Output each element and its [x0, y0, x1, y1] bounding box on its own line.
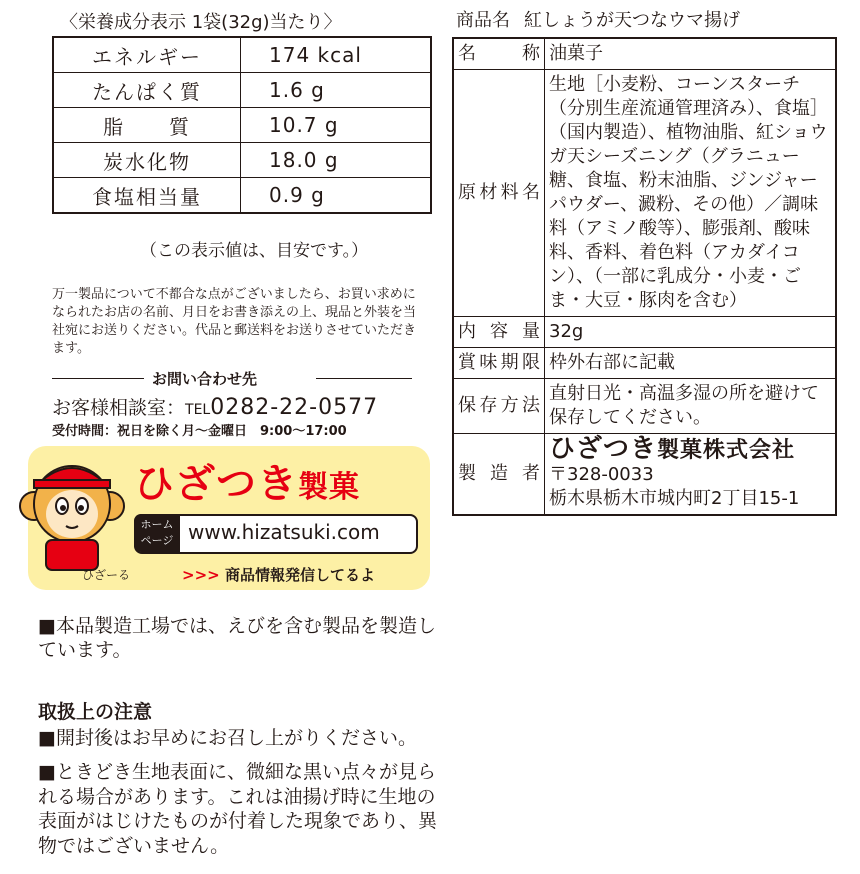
- info-key: 賞味期限: [453, 348, 545, 379]
- maker-logo-sub: 製菓株式会社: [657, 438, 796, 463]
- nutrient-label: 炭水化物: [53, 143, 241, 178]
- info-key: 保存方法: [453, 379, 545, 434]
- info-value: 枠外右部に記載: [545, 348, 837, 379]
- table-row: [453, 38, 836, 70]
- tel-number[interactable]: 0282-22-0577: [210, 395, 379, 420]
- handling-title: 取扱上の注意: [38, 701, 153, 723]
- info-key: 内容量: [453, 317, 545, 348]
- product-info-table: [452, 37, 837, 516]
- homepage-label: ホーム ページ: [134, 514, 180, 552]
- table-row: [53, 143, 431, 178]
- info-key: 原材料名: [453, 70, 545, 317]
- table-row: [53, 178, 431, 214]
- info-value: 油菓子: [545, 38, 837, 70]
- maker-address: 栃木県栃木市城内町2丁目15-1: [549, 488, 800, 509]
- product-name-value: 紅しょうが天つなウマ揚げ: [524, 10, 740, 31]
- nutrition-table: [52, 36, 432, 214]
- nutrition-header: 〈栄養成分表示 1袋(32g)当たり〉: [60, 12, 342, 33]
- website-link[interactable]: www.hizatsuki.com: [188, 520, 380, 544]
- promo-arrows: >>>: [182, 566, 220, 584]
- monkey-mascot-icon: [12, 446, 132, 576]
- nutrient-value: 18.0 g: [241, 143, 432, 178]
- allergen-note: ■本品製造工場では、えびを含む製品を製造しています。: [38, 615, 436, 661]
- info-key: 名称: [453, 38, 545, 70]
- inquiry-divider: [52, 368, 412, 388]
- nutrient-value: 0.9 g: [241, 178, 432, 214]
- brand-logo: [134, 452, 360, 509]
- table-row: [453, 70, 836, 317]
- table-row: [53, 108, 431, 143]
- inquiry-title: お問い合わせ先: [152, 370, 258, 388]
- maker-postal: 〒328-0033: [549, 464, 654, 485]
- nutrient-label: 脂 質: [53, 108, 241, 143]
- mascot-name: ひざーる: [82, 568, 131, 582]
- info-value: 生地［小麦粉、コーンスターチ（分別生産流通管理済み）、食塩］（国内製造）、植物油脂、紅ショウガ天シーズニング（グラニュー糖、食塩、粉末油脂、ジンジャーパウダー、澱粉、その他）／調味料（アミノ酸等）、膨張剤、酸味料、香料、着色料（アカダイコン）、（一部に乳成分・小麦・ごま・大豆・豚肉を含む）: [545, 70, 837, 317]
- promo-message: 商品情報発信してるよ: [224, 566, 375, 584]
- nutrient-label: 食塩相当量: [53, 178, 241, 214]
- promo-text: [182, 564, 375, 585]
- product-name-label: 商品名: [456, 10, 510, 31]
- brand-logo-main: ひざつき: [134, 461, 298, 507]
- table-row: [453, 348, 836, 379]
- maker-logo: [549, 434, 831, 464]
- table-row: [453, 317, 836, 348]
- table-row: [453, 379, 836, 434]
- info-key: 製造者: [453, 434, 545, 516]
- maker-logo-main: ひざつき: [549, 434, 658, 464]
- table-row: [53, 37, 431, 73]
- table-row: [453, 434, 836, 516]
- maker-info: [545, 434, 837, 516]
- reception-hours: 受付時間：祝日を除く月〜金曜日 9:00〜17:00: [52, 424, 347, 439]
- handling-item: ■開封後はお早めにお召し上がりください。: [38, 727, 417, 749]
- nutrition-note: （この表示値は、目安です。）: [140, 241, 369, 261]
- customer-consult: [52, 393, 378, 420]
- brand-logo-sub: 製菓: [298, 470, 360, 505]
- info-value: 32g: [545, 317, 837, 348]
- handling-item: ■ときどき生地表面に、微細な黒い点々が見られる場合があります。これは油揚げ時に生地の表面がはじけたものが付着した現象であり、異物ではございません。: [38, 761, 438, 857]
- nutrient-label: たんぱく質: [53, 73, 241, 108]
- nutrient-value: 1.6 g: [241, 73, 432, 108]
- consult-label: お客様相談室：: [52, 397, 186, 419]
- nutrient-label: エネルギー: [53, 37, 241, 73]
- info-value: 直射日光・高温多湿の所を避けて保存してください。: [545, 379, 837, 434]
- table-row: [53, 73, 431, 108]
- tel-label: TEL: [185, 402, 211, 418]
- nutrient-value: 10.7 g: [241, 108, 432, 143]
- nutrient-value: 174 kcal: [241, 37, 432, 73]
- product-name: [456, 6, 740, 32]
- defect-notice: 万一製品について不都合な点がございましたら、お買い求めになられたお店の名前、月日をお書き添えの上、現品と外装を当社宛にお送りください。代品と郵送料をお送りさせていただきます。: [52, 287, 417, 356]
